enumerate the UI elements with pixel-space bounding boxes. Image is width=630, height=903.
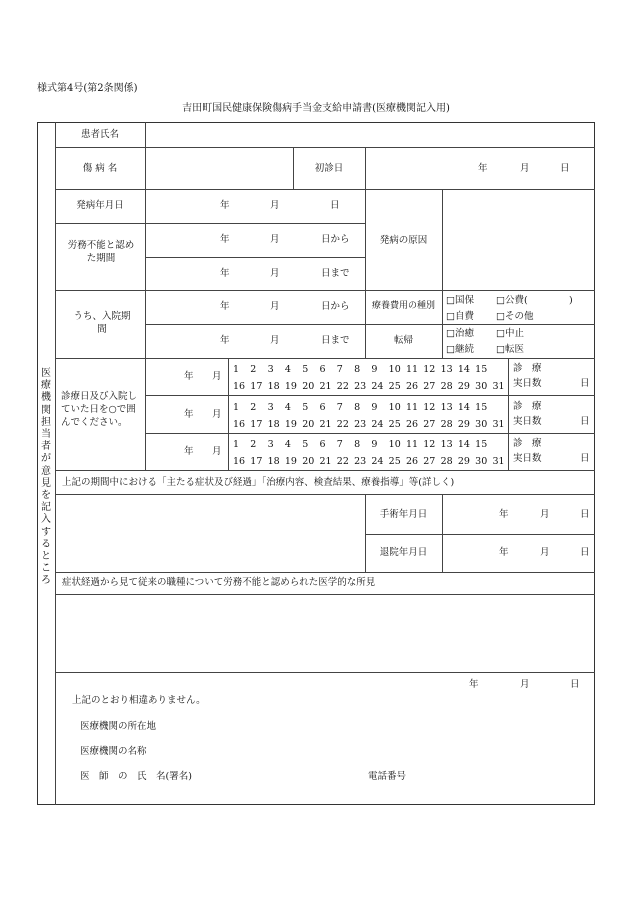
day-number[interactable]: 3: [267, 439, 274, 450]
work-incapacity-label: 労務不能と認めた期間: [67, 240, 135, 264]
day-number[interactable]: 31: [492, 456, 505, 467]
day-number[interactable]: 27: [423, 419, 436, 430]
day-number[interactable]: 1: [233, 439, 240, 450]
day-number[interactable]: 26: [405, 419, 419, 430]
day-row-2b: [233, 419, 510, 430]
day-number[interactable]: 4: [284, 402, 291, 413]
day-number[interactable]: 10: [388, 402, 401, 413]
day-number[interactable]: 4: [284, 439, 291, 450]
first-visit-label: 初診日: [314, 163, 344, 174]
patient-name-label: 患者氏名: [80, 129, 119, 140]
day-number[interactable]: 13: [440, 402, 453, 413]
day-number[interactable]: 22: [336, 419, 349, 430]
certify-text: 上記のとおり相違ありません。: [72, 695, 206, 706]
institution-address-label: 医療機関の所在地: [80, 721, 157, 732]
day-number[interactable]: 17: [250, 381, 263, 392]
day-number[interactable]: 12: [423, 439, 436, 450]
day-number[interactable]: 2: [250, 364, 257, 375]
day-number[interactable]: 31: [492, 381, 505, 392]
day-number[interactable]: 19: [284, 456, 297, 467]
day-number[interactable]: 25: [388, 419, 401, 430]
day-number[interactable]: 18: [267, 381, 280, 392]
day-number[interactable]: 14: [457, 364, 470, 375]
expense-option-kohi[interactable]: □公費(: [496, 295, 528, 306]
day-number[interactable]: 9: [371, 402, 378, 413]
day-number[interactable]: 17: [250, 456, 263, 467]
day-number[interactable]: 20: [302, 456, 315, 467]
day-number[interactable]: 23: [354, 419, 367, 430]
day-number[interactable]: 11: [405, 402, 419, 413]
day-number[interactable]: 13: [440, 439, 453, 450]
expense-option-jihi[interactable]: □自費: [446, 311, 474, 322]
day-number[interactable]: 16: [233, 419, 246, 430]
day-number[interactable]: 23: [354, 456, 367, 467]
surgery-date-label: 手術年月日: [379, 509, 428, 520]
day-number[interactable]: 24: [371, 456, 384, 467]
day-number[interactable]: 27: [423, 381, 436, 392]
day-number[interactable]: 1: [233, 402, 240, 413]
day-number[interactable]: 25: [388, 456, 401, 467]
day-row-1a: [233, 364, 492, 375]
day-number[interactable]: 23: [354, 381, 367, 392]
day-number[interactable]: 21: [319, 456, 332, 467]
hospitalization-label: うち、入院期間: [73, 311, 131, 335]
day-number[interactable]: 14: [457, 402, 470, 413]
institution-name-label: 医療機関の名称: [80, 746, 147, 757]
day-number[interactable]: 8: [354, 364, 361, 375]
day-number[interactable]: 19: [284, 419, 297, 430]
expense-type-label: 療養費用の種別: [371, 301, 435, 311]
day-number[interactable]: 27: [423, 456, 436, 467]
day-number[interactable]: 14: [457, 439, 470, 450]
day-row-2a: [233, 402, 492, 413]
day-number[interactable]: 6: [319, 402, 326, 413]
day-number[interactable]: 3: [267, 364, 274, 375]
outcome-option-transfer[interactable]: □転医: [496, 344, 524, 355]
onset-date-label: 発病年月日: [76, 200, 124, 211]
day-number[interactable]: 12: [423, 402, 436, 413]
day-number[interactable]: 31: [492, 419, 505, 430]
day-number[interactable]: 30: [475, 456, 488, 467]
day-number[interactable]: 30: [475, 419, 488, 430]
day-number[interactable]: 24: [371, 381, 384, 392]
day-number[interactable]: 5: [302, 402, 309, 413]
day-number[interactable]: 7: [336, 364, 343, 375]
day-number[interactable]: 7: [336, 402, 343, 413]
outcome-option-continuing[interactable]: □継続: [446, 344, 474, 355]
day-number[interactable]: 13: [440, 364, 453, 375]
day-number[interactable]: 10: [388, 439, 401, 450]
cause-label: 発病の原因: [379, 235, 428, 246]
day-number[interactable]: 3: [267, 402, 274, 413]
day-number[interactable]: 12: [423, 364, 436, 375]
day-row-3a: [233, 439, 492, 450]
expense-option-other[interactable]: □その他: [496, 311, 534, 322]
day-number[interactable]: 8: [354, 439, 361, 450]
day-number[interactable]: 24: [371, 419, 384, 430]
symptoms-field[interactable]: [56, 495, 364, 572]
opinion-field[interactable]: [56, 595, 594, 672]
patient-name-field[interactable]: [146, 123, 594, 147]
day-number[interactable]: 28: [440, 419, 453, 430]
day-number[interactable]: 29: [457, 381, 470, 392]
day-number[interactable]: 2: [250, 439, 257, 450]
day-number[interactable]: 11: [405, 364, 419, 375]
day-number[interactable]: 11: [405, 439, 419, 450]
day-number[interactable]: 19: [284, 381, 297, 392]
day-number[interactable]: 25: [388, 381, 401, 392]
day-number[interactable]: 16: [233, 381, 246, 392]
day-number[interactable]: 18: [267, 456, 280, 467]
day-row-1b: [233, 381, 510, 392]
day-number[interactable]: 6: [319, 364, 326, 375]
day-number[interactable]: 8: [354, 402, 361, 413]
day-number[interactable]: 6: [319, 439, 326, 450]
opinion-heading: 症状経過から見て従来の職種について労務不能と認められた医学的な所見: [62, 577, 376, 588]
expense-option-kokuho[interactable]: □国保: [446, 295, 474, 306]
form-title: 吉田町国民健康保険傷病手当金支給申請書(医療機関記入用): [182, 103, 450, 114]
day-number[interactable]: 7: [336, 439, 343, 450]
day-number[interactable]: 20: [302, 381, 315, 392]
day-row-3b: [233, 456, 510, 467]
discharge-date-label: 退院年月日: [379, 547, 428, 558]
day-number[interactable]: 1: [233, 364, 240, 375]
disease-label: 傷 病 名: [82, 163, 118, 174]
day-number[interactable]: 21: [319, 419, 332, 430]
day-number[interactable]: 20: [302, 419, 315, 430]
day-number[interactable]: 18: [267, 419, 280, 430]
day-number[interactable]: 21: [319, 381, 332, 392]
day-number[interactable]: 9: [371, 439, 378, 450]
side-label: 医療機関担当者が意見を記入するところ: [41, 368, 51, 587]
day-number[interactable]: 9: [371, 364, 378, 375]
form-number: 様式第4号(第2条関係): [37, 83, 138, 94]
doctor-name-label: 医 師 の 氏 名(署名): [80, 771, 192, 782]
disease-field[interactable]: [146, 148, 292, 189]
day-number[interactable]: 26: [405, 381, 419, 392]
day-number[interactable]: 16: [233, 456, 246, 467]
day-number[interactable]: 30: [475, 381, 488, 392]
day-number[interactable]: 28: [440, 456, 453, 467]
day-number[interactable]: 2: [250, 402, 257, 413]
day-number[interactable]: 15: [475, 364, 488, 375]
day-number[interactable]: 10: [388, 364, 401, 375]
day-number[interactable]: 22: [336, 381, 349, 392]
day-number[interactable]: 26: [405, 456, 419, 467]
day-number[interactable]: 5: [302, 364, 309, 375]
day-number[interactable]: 28: [440, 381, 453, 392]
outcome-option-cured[interactable]: □治癒: [446, 328, 474, 339]
phone-label: 電話番号: [368, 771, 407, 782]
day-number[interactable]: 29: [457, 419, 470, 430]
day-number[interactable]: 29: [457, 456, 470, 467]
cause-field[interactable]: [443, 190, 594, 290]
day-number[interactable]: 15: [475, 439, 488, 450]
day-number[interactable]: 22: [336, 456, 349, 467]
outcome-option-stopped[interactable]: □中止: [496, 328, 524, 339]
day-number[interactable]: 4: [284, 364, 291, 375]
treatment-note: 診療日及び入院していた日を○で囲んでください。: [61, 391, 138, 428]
outcome-label: 転帰: [393, 335, 413, 346]
symptoms-heading: 上記の期間中における「主たる症状及び経過」「治療内容、検査結果、療養指導」等(詳しく): [62, 477, 455, 488]
day-number[interactable]: 17: [250, 419, 263, 430]
day-number[interactable]: 15: [475, 402, 488, 413]
day-number[interactable]: 5: [302, 439, 309, 450]
